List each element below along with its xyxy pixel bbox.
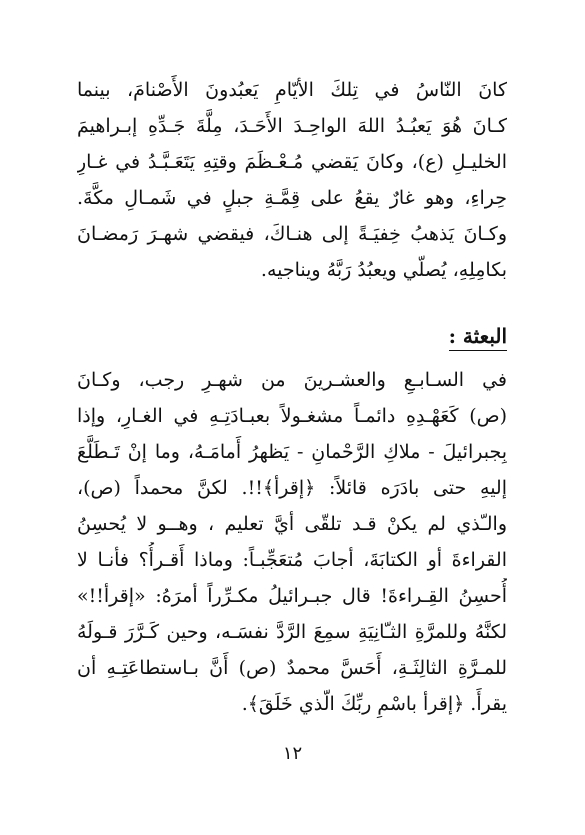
text-line: بِجبرائيلَ - ملاكِ الرَّحْمانِ - يَظهرُ أَمامَـهُ، وما إنْ تَـطَلَّعَ (77, 441, 507, 463)
text-line: وكـانَ يَذهبُ خِفيَـةً إلى هنـاكَ، فيقضي شهـرَ رَمضـانَ (77, 223, 507, 245)
page-number: ١٢ (282, 743, 303, 764)
text-line: للمـرَّةِ الثالِثَـةِ، أَحَسَّ محمدٌ (ص) أَنَّ بـاستطاعَتِـهِ أن (77, 657, 507, 679)
text-line: إليهِ حتى بادَرَه قائلاً: ﴿إقرأ﴾!!. لكنَّ محمداً (ص)، (77, 477, 507, 499)
section-heading (449, 318, 507, 354)
text-line: القراءةَ أو الكتابَةَ، أجابَ مُتعَجِّبـاً: وماذا أَقـرأُ؟ فأنـا لا (77, 549, 507, 571)
section-heading-text: البعثة : (449, 324, 507, 351)
text-line: (ص) كَعَهْـدِهِ دائمـاً مشغـولاً بعبـادَتِـهِ في الغـارِ، وإذا (77, 405, 507, 427)
text-line: الخليـلِ (ع)، وكانَ يَقضي مُـعْـظَمَ وقتِهِ يَتَعَـبَّـدُ في غـارِ (77, 151, 507, 173)
text-line: أُحسِنُ القِـراءةَ! قال جبـرائيلُ مكـرِّراً أمرَهُ: «إقرأ!!» (77, 585, 507, 607)
text-line: يقرأَ. ﴿إقرأ باسْمِ ربِّكَ الّذي خَلَقَ﴾. (241, 693, 507, 715)
text-line: كـانَ هُوَ يَعبُـدُ اللهَ الواحِـدَ الأَحَـدَ، مِلَّةَ جَـدِّهِ إبـراهيمَ (77, 115, 507, 137)
text-line: كانَ النّاسُ في تِلكَ الأيّامِ يَعبُدونَ الأَصْنامَ، بينما (77, 79, 507, 101)
text-line: بكامِلِهِ، يُصلّي ويعبُدُ رَبَّهُ ويناجيه. (260, 259, 507, 281)
text-line: في السـابـعِ والعشـرينَ من شهـرِ رجب، وكـانَ (77, 369, 507, 391)
text-line: حِراءِ، وهو غارٌ يقعُ على قِمَّـةِ جبلٍ في شَمـالِ مكَّةَ. (77, 187, 507, 209)
text-line: والـّذي لم يكنْ قـد تلقّى أيَّ تعليم ، وهــو لا يُحسِنُ (77, 513, 507, 535)
text-line: لكنَّهُ وللمرَّةِ الثـّانِيَةِ سمِعَ الرَّدَّ نفسَـه، وحين كَـرَّرَ قـولَهُ (77, 621, 507, 643)
